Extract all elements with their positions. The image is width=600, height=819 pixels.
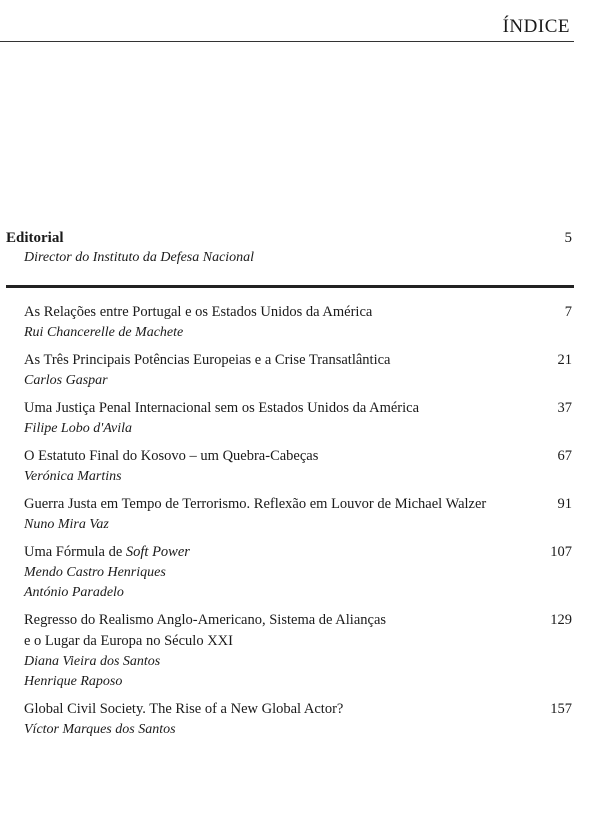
- entry-author: Diana Vieira dos Santos: [24, 654, 161, 669]
- entry-author: Verónica Martins: [24, 469, 122, 484]
- entry-title: Regresso do Realismo Anglo-Americano, Sistema de Alianças e o Lugar da Europa no Século XXI: [24, 612, 387, 649]
- toc-entry: [24, 350, 572, 391]
- entry-page-number: 67: [557, 448, 572, 464]
- entry-title: Global Civil Society. The Rise of a New Global Actor?: [24, 701, 344, 717]
- entry-author: Henrique Raposo: [24, 674, 123, 689]
- entry-author: Mendo Castro Henriques: [24, 565, 166, 580]
- entry-title: Guerra Justa em Tempo de Terrorismo. Reflexão em Louvor de Michael Walzer: [24, 496, 487, 512]
- entry-title: [24, 542, 572, 563]
- entry-title: O Estatuto Final do Kosovo – um Quebra-Cabeças: [24, 448, 319, 464]
- editorial-page-number: 5: [564, 230, 572, 246]
- entry-author: António Paradelo: [24, 585, 124, 600]
- entry-title: Uma Justiça Penal Internacional sem os Estados Unidos da América: [24, 400, 420, 416]
- entry-title-italic: Soft Power: [125, 544, 190, 560]
- entry-page-number: 91: [557, 496, 572, 512]
- entry-page-number: 21: [557, 352, 572, 368]
- entry-author: Rui Chancerelle de Machete: [24, 325, 184, 340]
- entry-author: Carlos Gaspar: [24, 373, 108, 388]
- entry-title: As Relações entre Portugal e os Estados Unidos da América: [24, 304, 373, 320]
- entry-author: Víctor Marques dos Santos: [24, 722, 176, 737]
- toc-entry: [24, 446, 572, 487]
- entry-title-text: Uma Fórmula de: [24, 544, 126, 560]
- entry-page-number: 107: [550, 544, 572, 560]
- entry-page-number: 129: [550, 612, 572, 628]
- editorial-label: Editorial: [6, 230, 64, 246]
- entry-author: Nuno Mira Vaz: [24, 517, 109, 532]
- toc-list: [24, 302, 572, 747]
- entry-page-number: 7: [564, 304, 572, 320]
- entry-page-number: 157: [550, 701, 572, 717]
- toc-entry: [24, 398, 572, 439]
- header-divider: [0, 41, 574, 42]
- toc-entry: [24, 610, 572, 692]
- entry-author: Filipe Lobo d'Avila: [24, 421, 132, 436]
- toc-entry: [24, 494, 572, 535]
- page-title: ÍNDICE: [502, 16, 570, 37]
- entry-title: As Três Principais Potências Europeias e a Crise Transatlântica: [24, 352, 391, 368]
- toc-entry: [24, 302, 572, 343]
- entry-page-number: 37: [557, 400, 572, 416]
- toc-entry: [24, 699, 572, 740]
- section-divider: [6, 285, 574, 288]
- editorial-entry: [6, 228, 572, 268]
- editorial-author: Director do Instituto da Defesa Nacional: [24, 250, 255, 265]
- toc-entry: [24, 542, 572, 603]
